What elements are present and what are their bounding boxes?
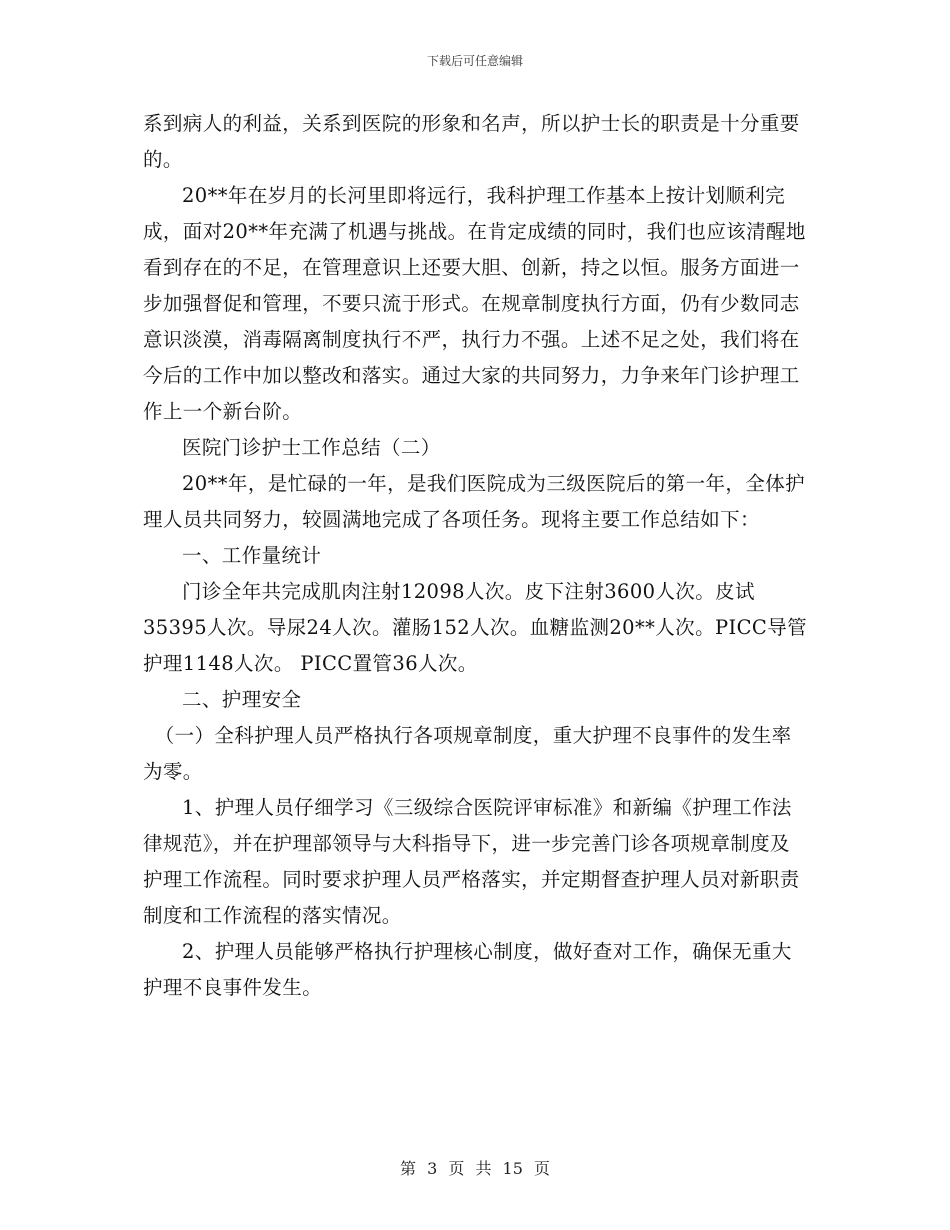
section-title-part-two: 医院门诊护士工作总结（二） [182, 436, 441, 459]
paragraph-continuation: 系到病人的利益，关系到医院的形象和名声，所以护士长的职责是十分重要的。 [143, 112, 800, 171]
paragraph-workload: 门诊全年共完成肌肉注射12098人次。皮下注射3600人次。皮试35395人次。导尿24人次。灌肠152人次。血糖监测20**人次。PICC导管护理1148人次。 PICC置管36人次。 [143, 580, 808, 675]
document-body [143, 106, 809, 1006]
paragraph-safety-one: （一）全科护理人员严格执行各项规章制度，重大护理不良事件的发生率为零。 [143, 724, 792, 783]
heading-workload-statistics: 一、工作量统计 [182, 544, 322, 567]
paragraph-item-2: 2、护理人员能够严格执行护理核心制度，做好查对工作，确保无重大护理不良事件发生。 [143, 940, 792, 999]
paragraph-year-summary: 20**年在岁月的长河里即将远行，我科护理工作基本上按计划顺利完成，面对20**年充满了机遇与挑战。在肯定成绩的同时，我们也应该清醒地看到存在的不足，在管理意识上还要大胆、创新，持之以恒。服务方面进一步加强督促和管理，不要只流于形式。在规章制度执行方面，仍有少数同志意识淡漠，消毒隔离制度执行不严，执行力不强。上述不足之处，我们将在今后的工作中加以整改和落实。通过大家的共同努力，力争来年门诊护理工作上一个新台阶。 [143, 184, 806, 423]
paragraph-intro: 20**年，是忙碌的一年，是我们医院成为三级医院后的第一年，全体护理人员共同努力，较圆满地完成了各项任务。现将主要工作总结如下： [143, 472, 806, 531]
page-footer: 第 3 页 共 15 页 [400, 1159, 550, 1178]
heading-nursing-safety: 二、护理安全 [182, 688, 302, 711]
page-header: 下载后可任意编辑 [426, 54, 523, 68]
paragraph-item-1: 1、护理人员仔细学习《三级综合医院评审标准》和新编《护理工作法律规范》，并在护理部领导与大科指导下，进一步完善门诊各项规章制度及护理工作流程。同时要求护理人员严格落实，并定期督查护理人员对新职责制度和工作流程的落实情况。 [143, 796, 800, 927]
